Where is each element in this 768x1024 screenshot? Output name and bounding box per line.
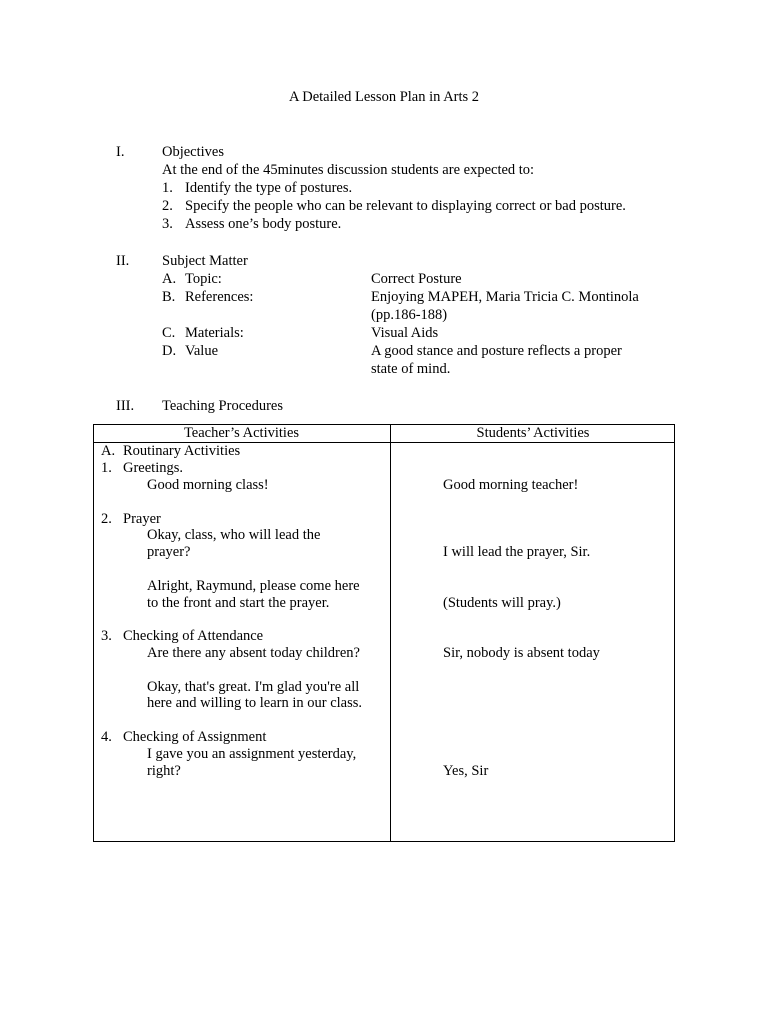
subject-value-continued: state of mind. [371,361,451,377]
activity-heading: Checking of Attendance [123,628,264,644]
student-line: (Students will pray.) [443,595,561,611]
students-activities-header: Students’ Activities [476,425,590,441]
student-line: Sir, nobody is absent today [443,645,600,661]
section-heading-objectives: Objectives [162,144,225,160]
subject-value: Visual Aids [371,325,439,341]
student-line: Good morning teacher! [443,477,579,493]
section-heading-subject-matter: Subject Matter [162,253,248,269]
subject-label: Materials: [185,325,244,341]
teacher-line: Alright, Raymund, please come here [147,578,360,594]
subject-value: Correct Posture [371,271,462,287]
activity-number: 1. [101,460,112,476]
objectives-intro: At the end of the 45minutes discussion students are expected to: [162,162,535,178]
section-numeral-objectives: I. [116,144,125,160]
teacher-line: Good morning class! [147,477,269,493]
activity-number: 4. [101,729,112,745]
teacher-line: to the front and start the prayer. [147,595,330,611]
objective-number: 1. [162,180,173,196]
subject-label: References: [185,289,254,305]
subject-letter: D. [162,343,177,359]
teacher-line: here and willing to learn in our class. [147,695,363,711]
activity-number: 2. [101,511,112,527]
teacher-line: prayer? [147,544,191,560]
teacher-line: I gave you an assignment yesterday, [147,746,357,762]
teacher-line: Okay, that's great. I'm glad you're all [147,679,360,695]
subject-value: A good stance and posture reflects a proper [371,343,622,359]
subject-value-continued: (pp.186-188) [371,307,448,323]
teacher-line: Okay, class, who will lead the [147,527,321,543]
section-numeral-procedures: III. [116,398,135,414]
subject-letter: A. [162,271,177,287]
objective-item: Identify the type of postures. [185,180,353,196]
routinary-heading: Routinary Activities [123,443,241,459]
teacher-line: right? [147,763,181,779]
section-numeral-subject-matter: II. [116,253,130,269]
activity-heading: Checking of Assignment [123,729,267,745]
objective-number: 2. [162,198,173,214]
subject-letter: C. [162,325,176,341]
subject-value: Enjoying MAPEH, Maria Tricia C. Montinola [371,289,639,305]
student-line: I will lead the prayer, Sir. [443,544,591,560]
routinary-letter: A. [101,443,116,459]
objective-item: Specify the people who can be relevant to displaying correct or bad posture. [185,198,626,214]
section-heading-procedures: Teaching Procedures [162,398,283,414]
activity-heading: Prayer [123,511,161,527]
activity-heading: Greetings. [123,460,183,476]
student-line: Yes, Sir [443,763,489,779]
activity-number: 3. [101,628,112,644]
teacher-activities-header: Teacher’s Activities [183,425,300,441]
objective-item: Assess one’s body posture. [185,216,342,232]
subject-label: Topic: [185,271,222,287]
subject-label: Value [185,343,219,359]
page-title: A Detailed Lesson Plan in Arts 2 [288,89,480,105]
teacher-line: Are there any absent today children? [147,645,360,661]
table-column-divider [390,424,391,842]
objective-number: 3. [162,216,173,232]
subject-letter: B. [162,289,176,305]
